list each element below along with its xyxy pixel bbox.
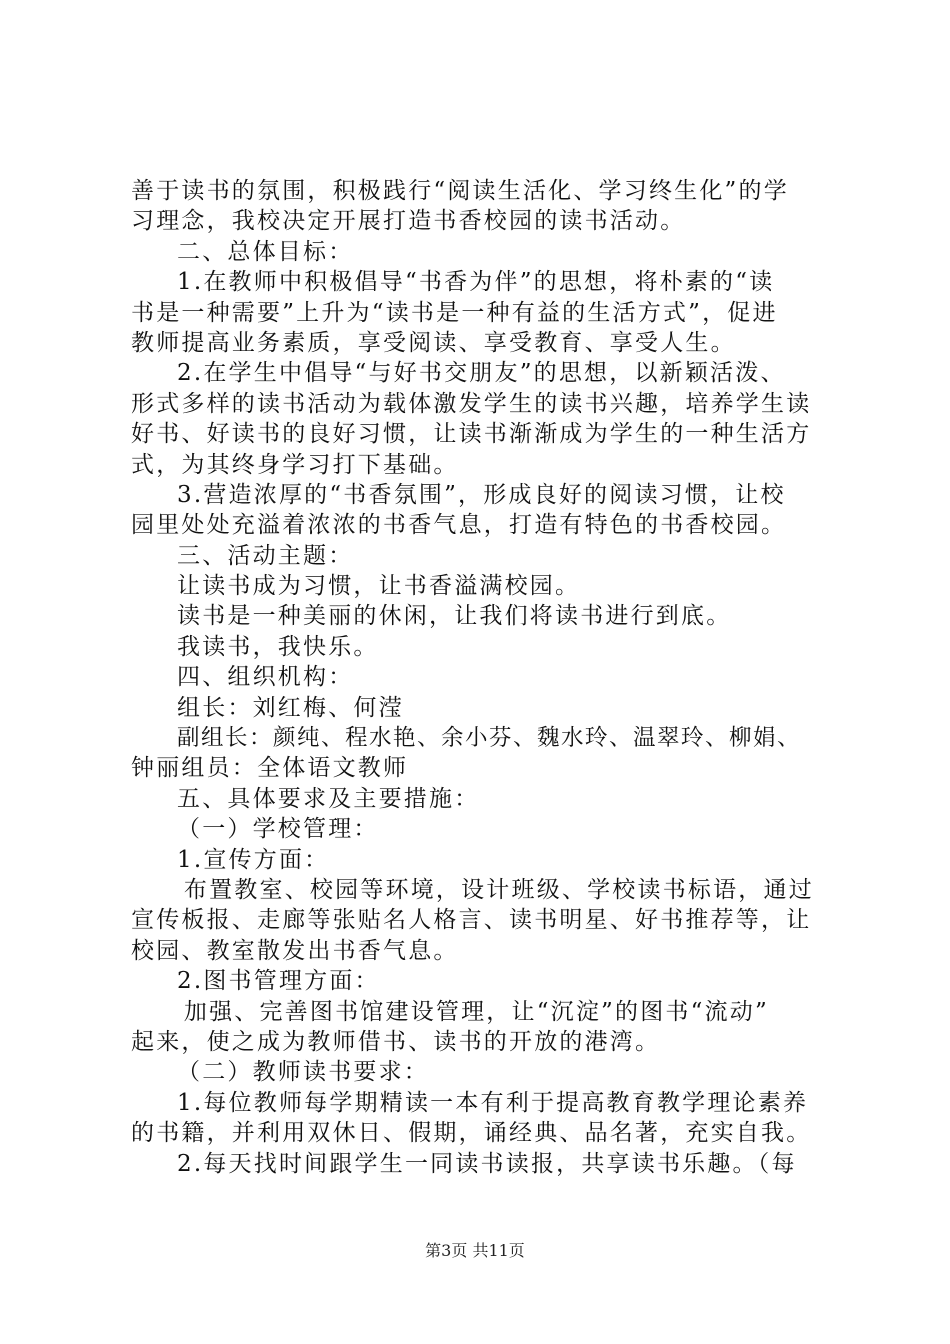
text-line: 让读书成为习惯，让书香溢满校园。	[177, 573, 581, 600]
text-line: （一）学校管理：	[177, 816, 379, 843]
text-line: 2.在学生中倡导“与好书交朋友”的思想，以新颖活泼、	[177, 360, 786, 387]
text-line: 宣传板报、走廊等张贴名人格言、读书明星、好书推荐等，让	[131, 907, 812, 934]
text-line: 习理念，我校决定开展打造书香校园的读书活动。	[131, 208, 686, 235]
text-line: 我读书，我快乐。	[177, 633, 379, 660]
text-line: 起来，使之成为教师借书、读书的开放的港湾。	[131, 1028, 661, 1055]
text-line: 读书是一种美丽的休闲，让我们将读书进行到底。	[177, 603, 732, 630]
text-line: 1.在教师中积极倡导“书香为伴”的思想，将朴素的“读	[177, 269, 775, 296]
text-line: 三、活动主题：	[177, 542, 354, 569]
text-line: 组长：刘红梅、何滢	[177, 694, 404, 721]
text-line: 加强、完善图书馆建设管理，让“沉淀”的图书“流动”	[183, 998, 769, 1025]
text-line: 善于读书的氛围，积极践行“阅读生活化、学习终生化”的学	[131, 178, 789, 204]
page-footer: 第3页 共11页	[425, 1241, 525, 1260]
text-line: 园里处处充溢着浓浓的书香气息，打造有特色的书香校园。	[131, 512, 787, 539]
text-line: （二）教师读书要求：	[177, 1059, 429, 1086]
text-line: 式，为其终身学习打下基础。	[131, 451, 459, 478]
text-line: 好书、好读书的良好习惯，让读书渐渐成为学生的一种生活方	[131, 421, 812, 448]
text-line: 教师提高业务素质，享受阅读、享受教育、享受人生。	[131, 329, 736, 356]
text-line: 1.宣传方面：	[177, 846, 330, 873]
text-line: 1.每位教师每学期精读一本有利于提高教育教学理论素养	[177, 1089, 809, 1116]
text-line: 五、具体要求及主要措施：	[177, 785, 480, 812]
document-body	[131, 176, 831, 1179]
text-line: 形式多样的读书活动为载体激发学生的读书兴趣，培养学生读	[131, 390, 812, 417]
text-line: 书是一种需要”上升为“读书是一种有益的生活方式”，促进	[131, 299, 778, 326]
text-line: 钟丽组员：全体语文教师	[131, 755, 409, 782]
text-line: 布置教室、校园等环境，设计班级、学校读书标语，通过	[183, 876, 814, 903]
text-line: 3.营造浓厚的“书香氛围”，形成良好的阅读习惯，让校	[177, 481, 786, 508]
text-line: 的书籍，并利用双休日、假期，诵经典、品名著，充实自我。	[131, 1120, 812, 1147]
text-line: 校园、教室散发出书香气息。	[131, 937, 459, 964]
text-line: 二、总体目标：	[177, 238, 354, 265]
text-line: 2.每天找时间跟学生一同读书读报，共享读书乐趣。（每	[177, 1150, 797, 1177]
text-line: 副组长：颜纯、程水艳、余小芬、魏水玲、温翠玲、柳娟、	[177, 725, 802, 752]
text-line: 2.图书管理方面：	[177, 968, 380, 995]
text-line: 四、组织机构：	[177, 664, 354, 691]
